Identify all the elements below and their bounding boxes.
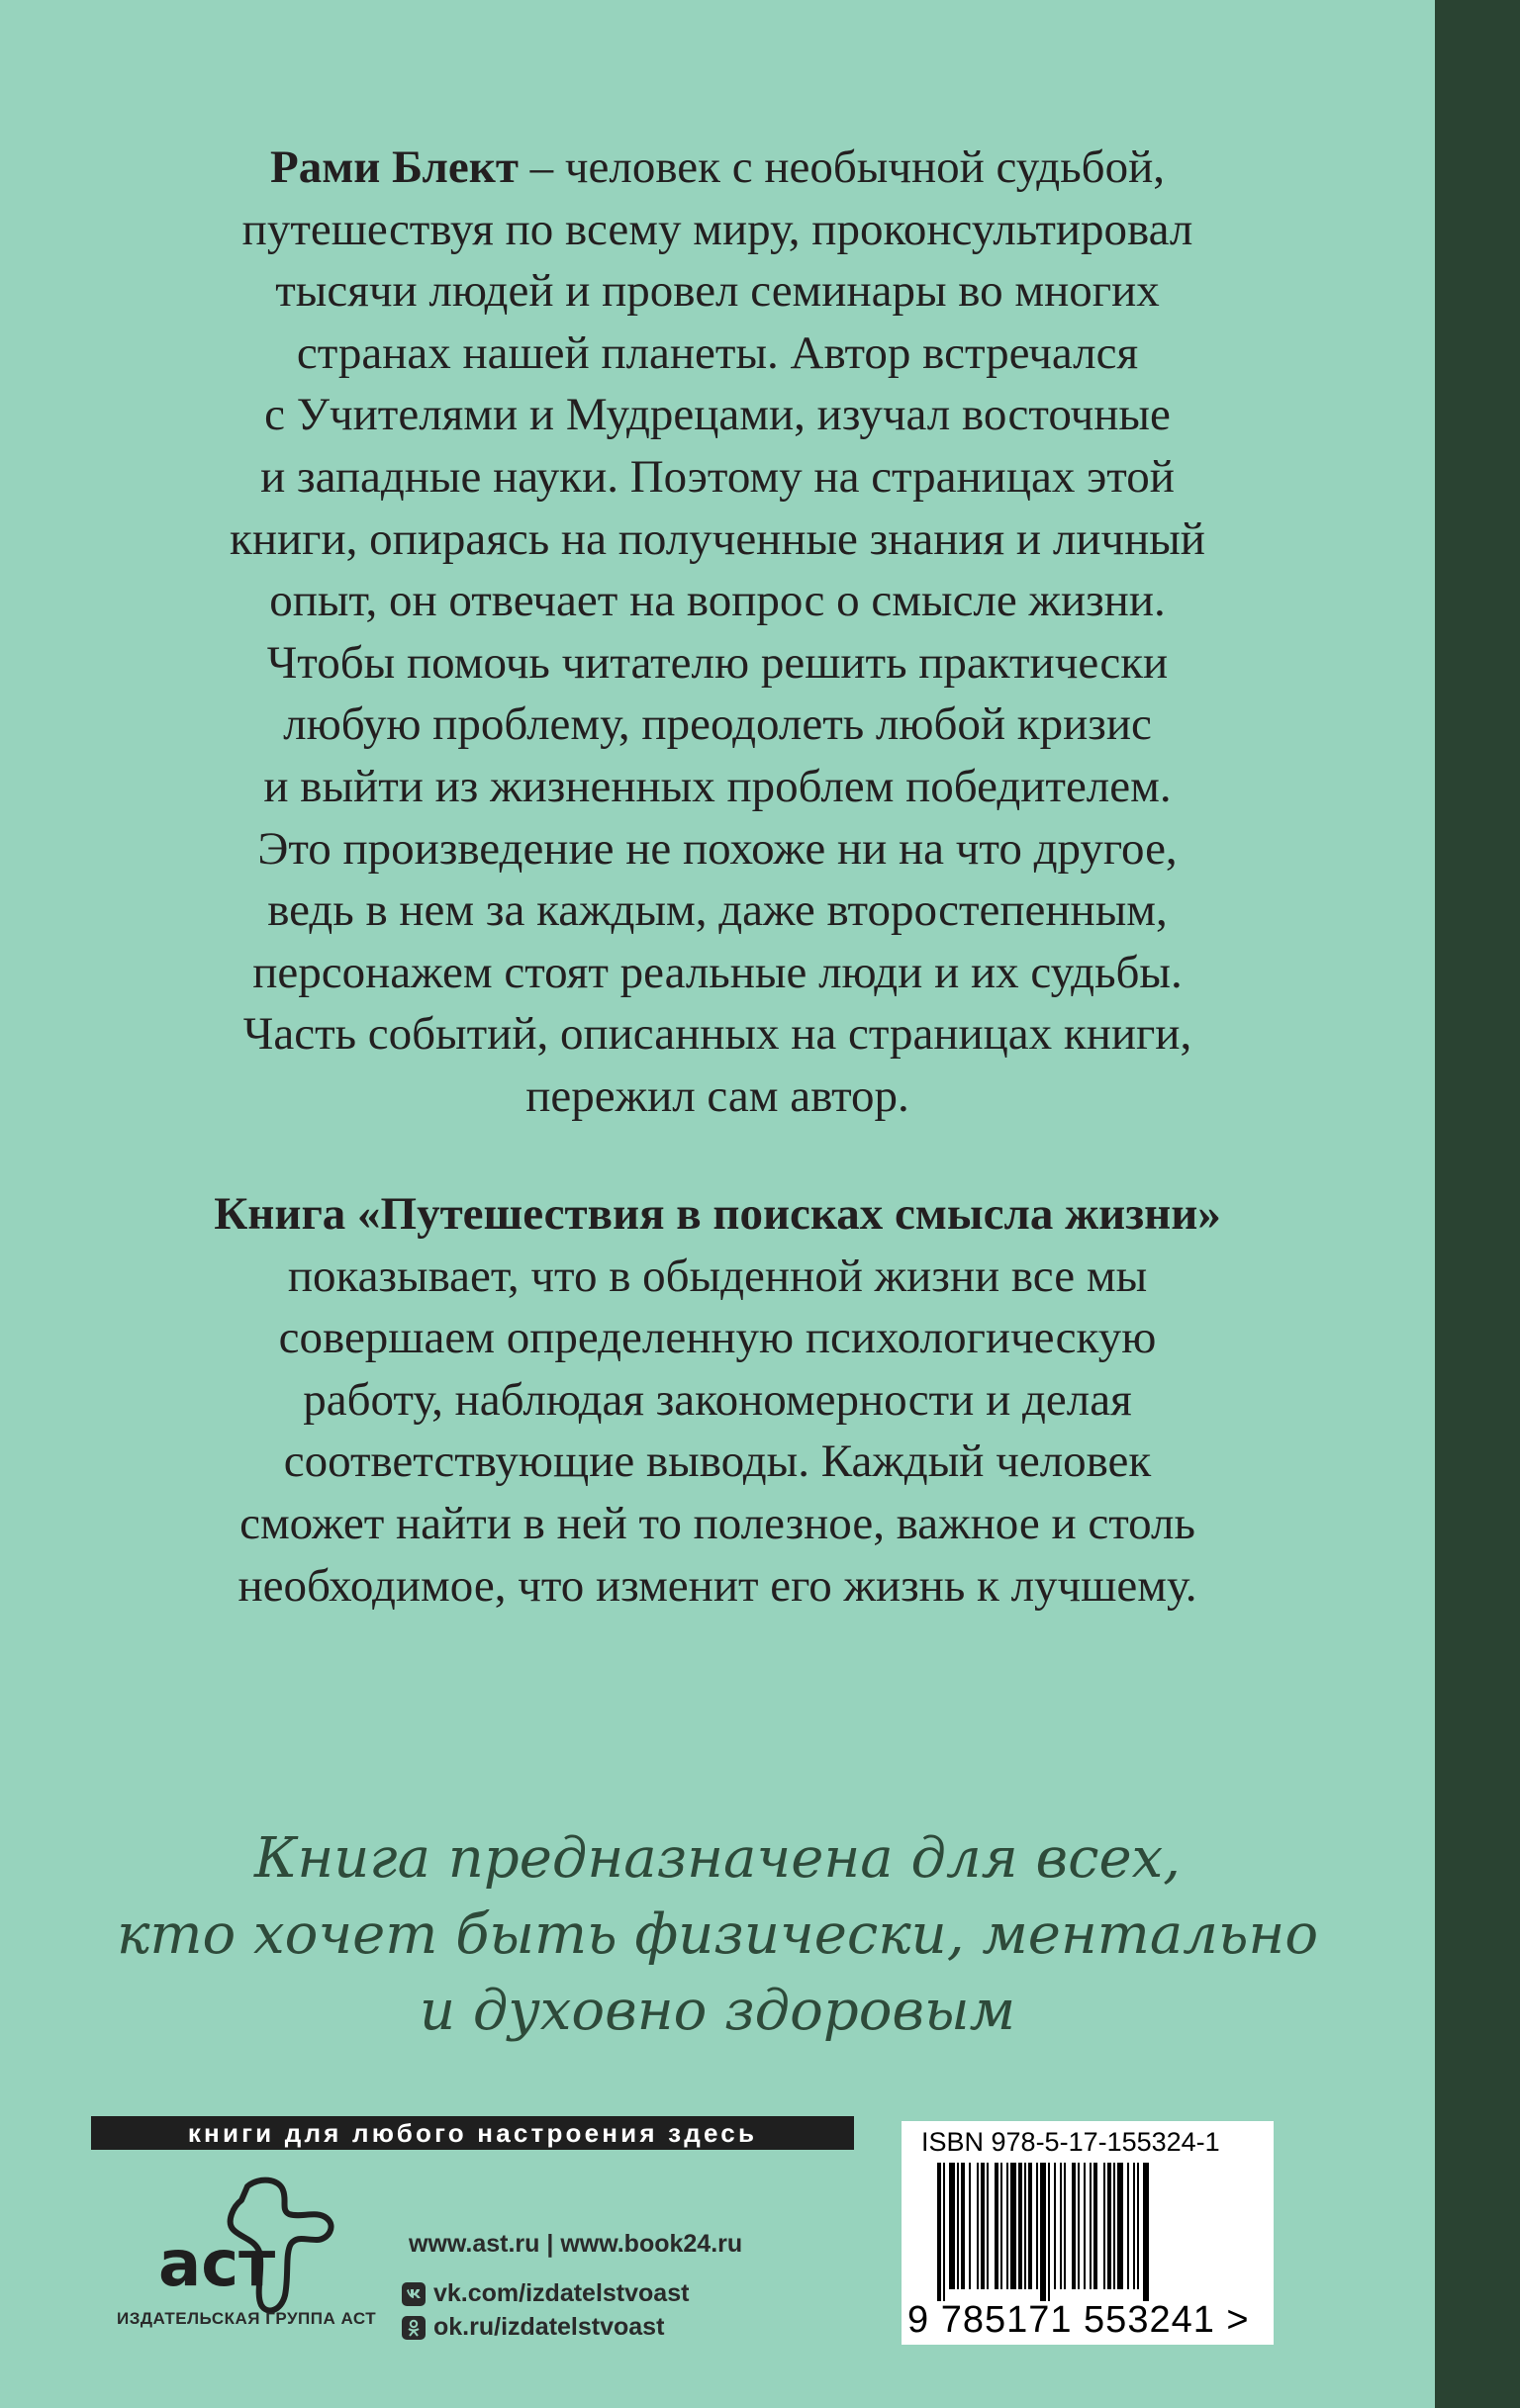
tagline-line: Книга предназначена для всех,: [254, 1826, 1181, 1891]
barcode-bar: [987, 2163, 989, 2289]
barcode-bar: [1024, 2163, 1026, 2289]
barcode-bar: [1103, 2163, 1105, 2289]
barcode-bars: [937, 2163, 1234, 2301]
publisher-name: ИЗДАТЕЛЬСКАЯ ГРУППА АСТ: [117, 2309, 377, 2328]
barcode-bar: [937, 2163, 941, 2301]
barcode-bar: [1090, 2163, 1092, 2289]
barcode-bar: [1133, 2163, 1135, 2289]
vk-handle: izdatelstvoast: [525, 2279, 690, 2307]
description-line: с Учителями и Мудрецами, изучал восточные: [264, 389, 1171, 441]
author-name: Рами Блект: [270, 141, 519, 193]
book-description-line: соответствующие выводы. Каждый человек: [283, 1436, 1152, 1488]
barcode-bar: [1028, 2163, 1032, 2289]
barcode-bar: [1064, 2163, 1066, 2289]
barcode-bar: [1000, 2163, 1002, 2289]
description-line: любую проблему, преодолеть любой кризис: [283, 698, 1152, 751]
description-line: ведь в нем за каждым, даже второстепенным,: [267, 884, 1168, 937]
barcode-bar: [1054, 2163, 1056, 2289]
description-line: и выйти из жизненных проблем победителем.: [263, 760, 1172, 812]
barcode-bar: [977, 2163, 979, 2289]
barcode-bar: [1006, 2163, 1008, 2289]
book-description-line: сможет найти в ней то полезное, важное и столь: [239, 1497, 1195, 1549]
barcode-bar: [949, 2163, 955, 2289]
description-line: персонажем стоят реальные люди и их судьбы.: [252, 946, 1183, 998]
vk-prefix: vk.com/: [433, 2279, 526, 2307]
description-line: Чтобы помочь читателю решить практически: [266, 636, 1169, 689]
book-description: [148, 1183, 1286, 1617]
barcode-bar: [969, 2163, 971, 2289]
book-description-line: совершаем определенную психологическую: [278, 1312, 1157, 1364]
description-line: опыт, он отвечает на вопрос о смысле жизни.: [269, 575, 1166, 627]
description-line: Это произведение не похоже ни на что другое,: [257, 822, 1178, 875]
tagline-line: кто хочет быть физически, ментально: [116, 1902, 1319, 1967]
barcode-bar: [981, 2163, 985, 2289]
description-line: тысячи людей и провел семинары во многих: [275, 265, 1160, 318]
barcode-bar: [943, 2163, 945, 2301]
barcode-bar: [1143, 2163, 1149, 2301]
barcode-bar: [1010, 2163, 1016, 2289]
barcode-bar: [1018, 2163, 1022, 2289]
barcode-bar: [1048, 2163, 1050, 2301]
barcode-digits: 9 785171 553241 >: [907, 2299, 1250, 2341]
description-line: книги, опираясь на полученные знания и личный: [230, 512, 1205, 565]
tagline-line: и духовно здоровым: [419, 1979, 1016, 2043]
description-line-1-rest: – человек с необычной судьбой,: [518, 141, 1165, 193]
barcode-bar: [1107, 2163, 1111, 2289]
description-line: странах нашей планеты. Автор встречался: [296, 326, 1139, 379]
barcode-bar: [1127, 2163, 1129, 2289]
description-line: путешествуя по всему миру, проконсультировал: [241, 203, 1193, 255]
book-description-line: показывает, что в обыденной жизни все мы: [287, 1250, 1148, 1302]
ok-link[interactable]: [402, 2313, 664, 2342]
ok-url[interactable]: [433, 2313, 664, 2342]
description-line: Часть событий, описанных на страницах книги,: [242, 1008, 1192, 1061]
websites[interactable]: www.ast.ru | www.book24.ru: [409, 2230, 743, 2258]
description-line: пережил сам автор.: [525, 1069, 909, 1122]
odnoklassniki-icon: [402, 2316, 426, 2340]
barcode-bar: [1072, 2163, 1076, 2289]
vk-url[interactable]: [433, 2279, 689, 2308]
book-spine: [1435, 0, 1520, 2408]
author-description: [148, 137, 1286, 1128]
slogan-banner: книги для любого настроения здесь: [91, 2116, 854, 2150]
barcode-bar: [1084, 2163, 1086, 2289]
barcode-bar: [957, 2163, 959, 2289]
book-title: Книга «Путешествия в поисках смысла жизни»: [214, 1188, 1221, 1240]
ok-handle: izdatelstvoast: [501, 2313, 665, 2341]
vk-icon: [402, 2282, 426, 2306]
barcode-bar: [1036, 2163, 1038, 2289]
barcode-bar: [1113, 2163, 1115, 2289]
barcode-bar: [961, 2163, 965, 2289]
book-description-line: необходимое, что изменит его жизнь к лучшему.: [238, 1559, 1197, 1612]
barcode-bar: [1060, 2163, 1062, 2289]
barcode-bar: [1093, 2163, 1097, 2289]
description-line-1: [148, 137, 1286, 199]
barcode-bar: [1117, 2163, 1123, 2289]
barcode-bar: [1137, 2163, 1139, 2289]
barcode-bar: [1040, 2163, 1046, 2301]
book-description-line: работу, наблюдая закономерности и делая: [303, 1373, 1132, 1426]
isbn-number: ISBN 978-5-17-155324-1: [921, 2127, 1220, 2157]
ok-prefix: ok.ru/: [433, 2313, 502, 2341]
vk-link[interactable]: [402, 2279, 689, 2308]
barcode-bar: [1078, 2163, 1080, 2289]
tagline: [99, 1820, 1336, 2049]
description-line: и западные науки. Поэтому на страницах этой: [260, 450, 1175, 503]
logo-text: аст: [158, 2228, 276, 2301]
barcode-box: [902, 2121, 1274, 2345]
barcode-bar: [995, 2163, 998, 2289]
book-title-line: [148, 1183, 1286, 1246]
ast-logo: [131, 2167, 368, 2325]
